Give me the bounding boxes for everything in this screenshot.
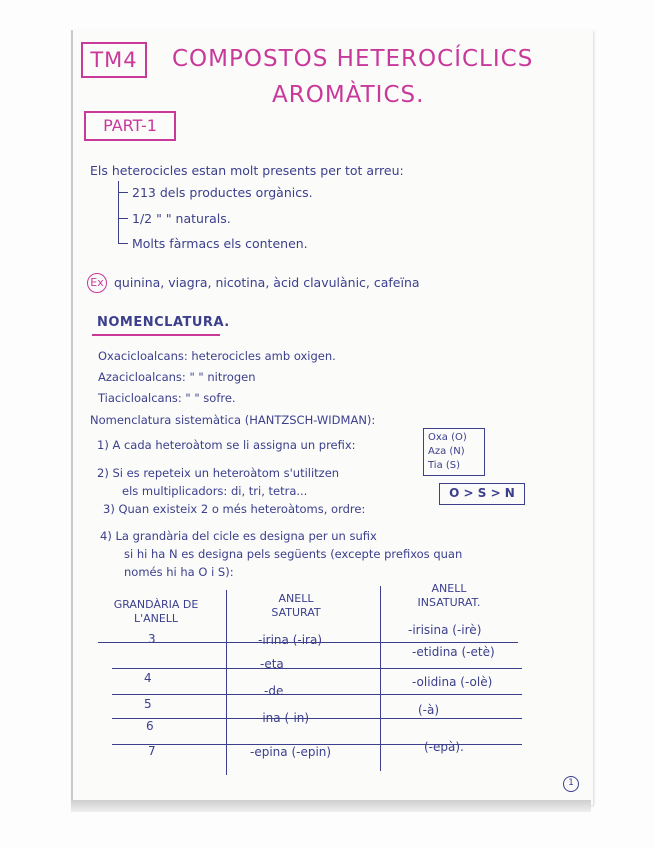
intro-item: 213 dels productes orgànics. bbox=[132, 185, 313, 200]
table-cell: 5 bbox=[144, 697, 152, 711]
page-number: 1 bbox=[563, 776, 579, 792]
bracket-tick bbox=[118, 218, 128, 219]
table-row-line bbox=[112, 694, 522, 695]
nomenclature-line: Azacicloalcans: " " nitrogen bbox=[98, 370, 256, 384]
intro-bullet: Els heterocicles estan molt presents per tot arreu: bbox=[90, 163, 404, 178]
table-cell: (-epà). bbox=[424, 740, 464, 754]
rule-line: 3) Quan existeix 2 o més heteroàtoms, ordre: bbox=[103, 502, 366, 516]
table-divider bbox=[226, 590, 227, 775]
intro-item: Molts fàrmacs els contenen. bbox=[132, 236, 308, 251]
bracket-line bbox=[118, 181, 119, 243]
page-title: COMPOSTOS HETEROCÍCLICS bbox=[172, 46, 534, 72]
page-title-line2: AROMÀTICS. bbox=[272, 82, 425, 108]
part-label: PART-1 bbox=[84, 111, 176, 141]
table-row-line bbox=[112, 668, 522, 669]
page-stack-edge bbox=[71, 800, 591, 812]
table-header: ANELL SATURAT bbox=[271, 592, 321, 619]
table-row-line bbox=[112, 718, 522, 719]
rule-line: 1) A cada heteroàtom se li assigna un prefix: bbox=[97, 438, 356, 452]
table-cell: -de bbox=[264, 684, 284, 698]
nomenclature-line: Oxacicloalcans: heterocicles amb oxigen. bbox=[98, 349, 336, 363]
table-header: GRANDÀRIA DE L'ANELL bbox=[113, 598, 199, 625]
nomenclature-line: Tiacicloalcans: " " sofre. bbox=[98, 391, 236, 405]
topic-box: TM4 bbox=[81, 42, 147, 78]
rule-line: si hi ha N es designa pels següents (excepte prefixos quan bbox=[124, 547, 463, 561]
table-cell: -ina (-in) bbox=[258, 711, 310, 725]
table-cell: -etidina (-etè) bbox=[412, 645, 495, 659]
table-cell: 6 bbox=[146, 719, 154, 733]
example-marker: Ex bbox=[87, 273, 107, 293]
table-cell: 7 bbox=[148, 744, 156, 758]
table-cell: -irisina (-irè) bbox=[408, 623, 482, 637]
rule-line: els multiplicadors: di, tri, tetra... bbox=[122, 484, 308, 498]
table-cell: 4 bbox=[144, 671, 152, 685]
table-header: ANELL INSATURAT. bbox=[417, 582, 481, 609]
table-cell: -irina (-ira) bbox=[258, 633, 323, 647]
intro-item: 1/2 " " naturals. bbox=[132, 211, 231, 226]
table-cell: -eta bbox=[260, 657, 284, 671]
example-text: quinina, viagra, nicotina, àcid clavulànic, cafeïna bbox=[114, 275, 420, 290]
order-box: O > S > N bbox=[439, 483, 525, 505]
prefix-item: Aza (N) bbox=[428, 446, 465, 457]
bracket-tick bbox=[118, 192, 128, 193]
systematic-line: Nomenclatura sistemàtica (HANTZSCH-WIDMAN): bbox=[90, 413, 376, 427]
rule-line: 2) Si es repeteix un heteroàtom s'utilitzen bbox=[97, 466, 340, 480]
table-cell: 3 bbox=[148, 632, 156, 646]
table-cell: (-à) bbox=[418, 703, 440, 717]
table-cell: -epina (-epin) bbox=[250, 745, 332, 759]
bracket-tick bbox=[118, 243, 128, 244]
rule-line: només hi ha O i S): bbox=[124, 565, 234, 579]
prefix-box bbox=[423, 428, 485, 476]
prefix-item: Tia (S) bbox=[428, 460, 461, 471]
heading-underline bbox=[92, 334, 220, 336]
table-cell: -olidina (-olè) bbox=[412, 675, 493, 689]
prefix-item: Oxa (O) bbox=[428, 432, 467, 443]
rule-line: 4) La grandària del cicle es designa per un sufix bbox=[100, 529, 377, 543]
section-heading: NOMENCLATURA. bbox=[97, 315, 230, 330]
